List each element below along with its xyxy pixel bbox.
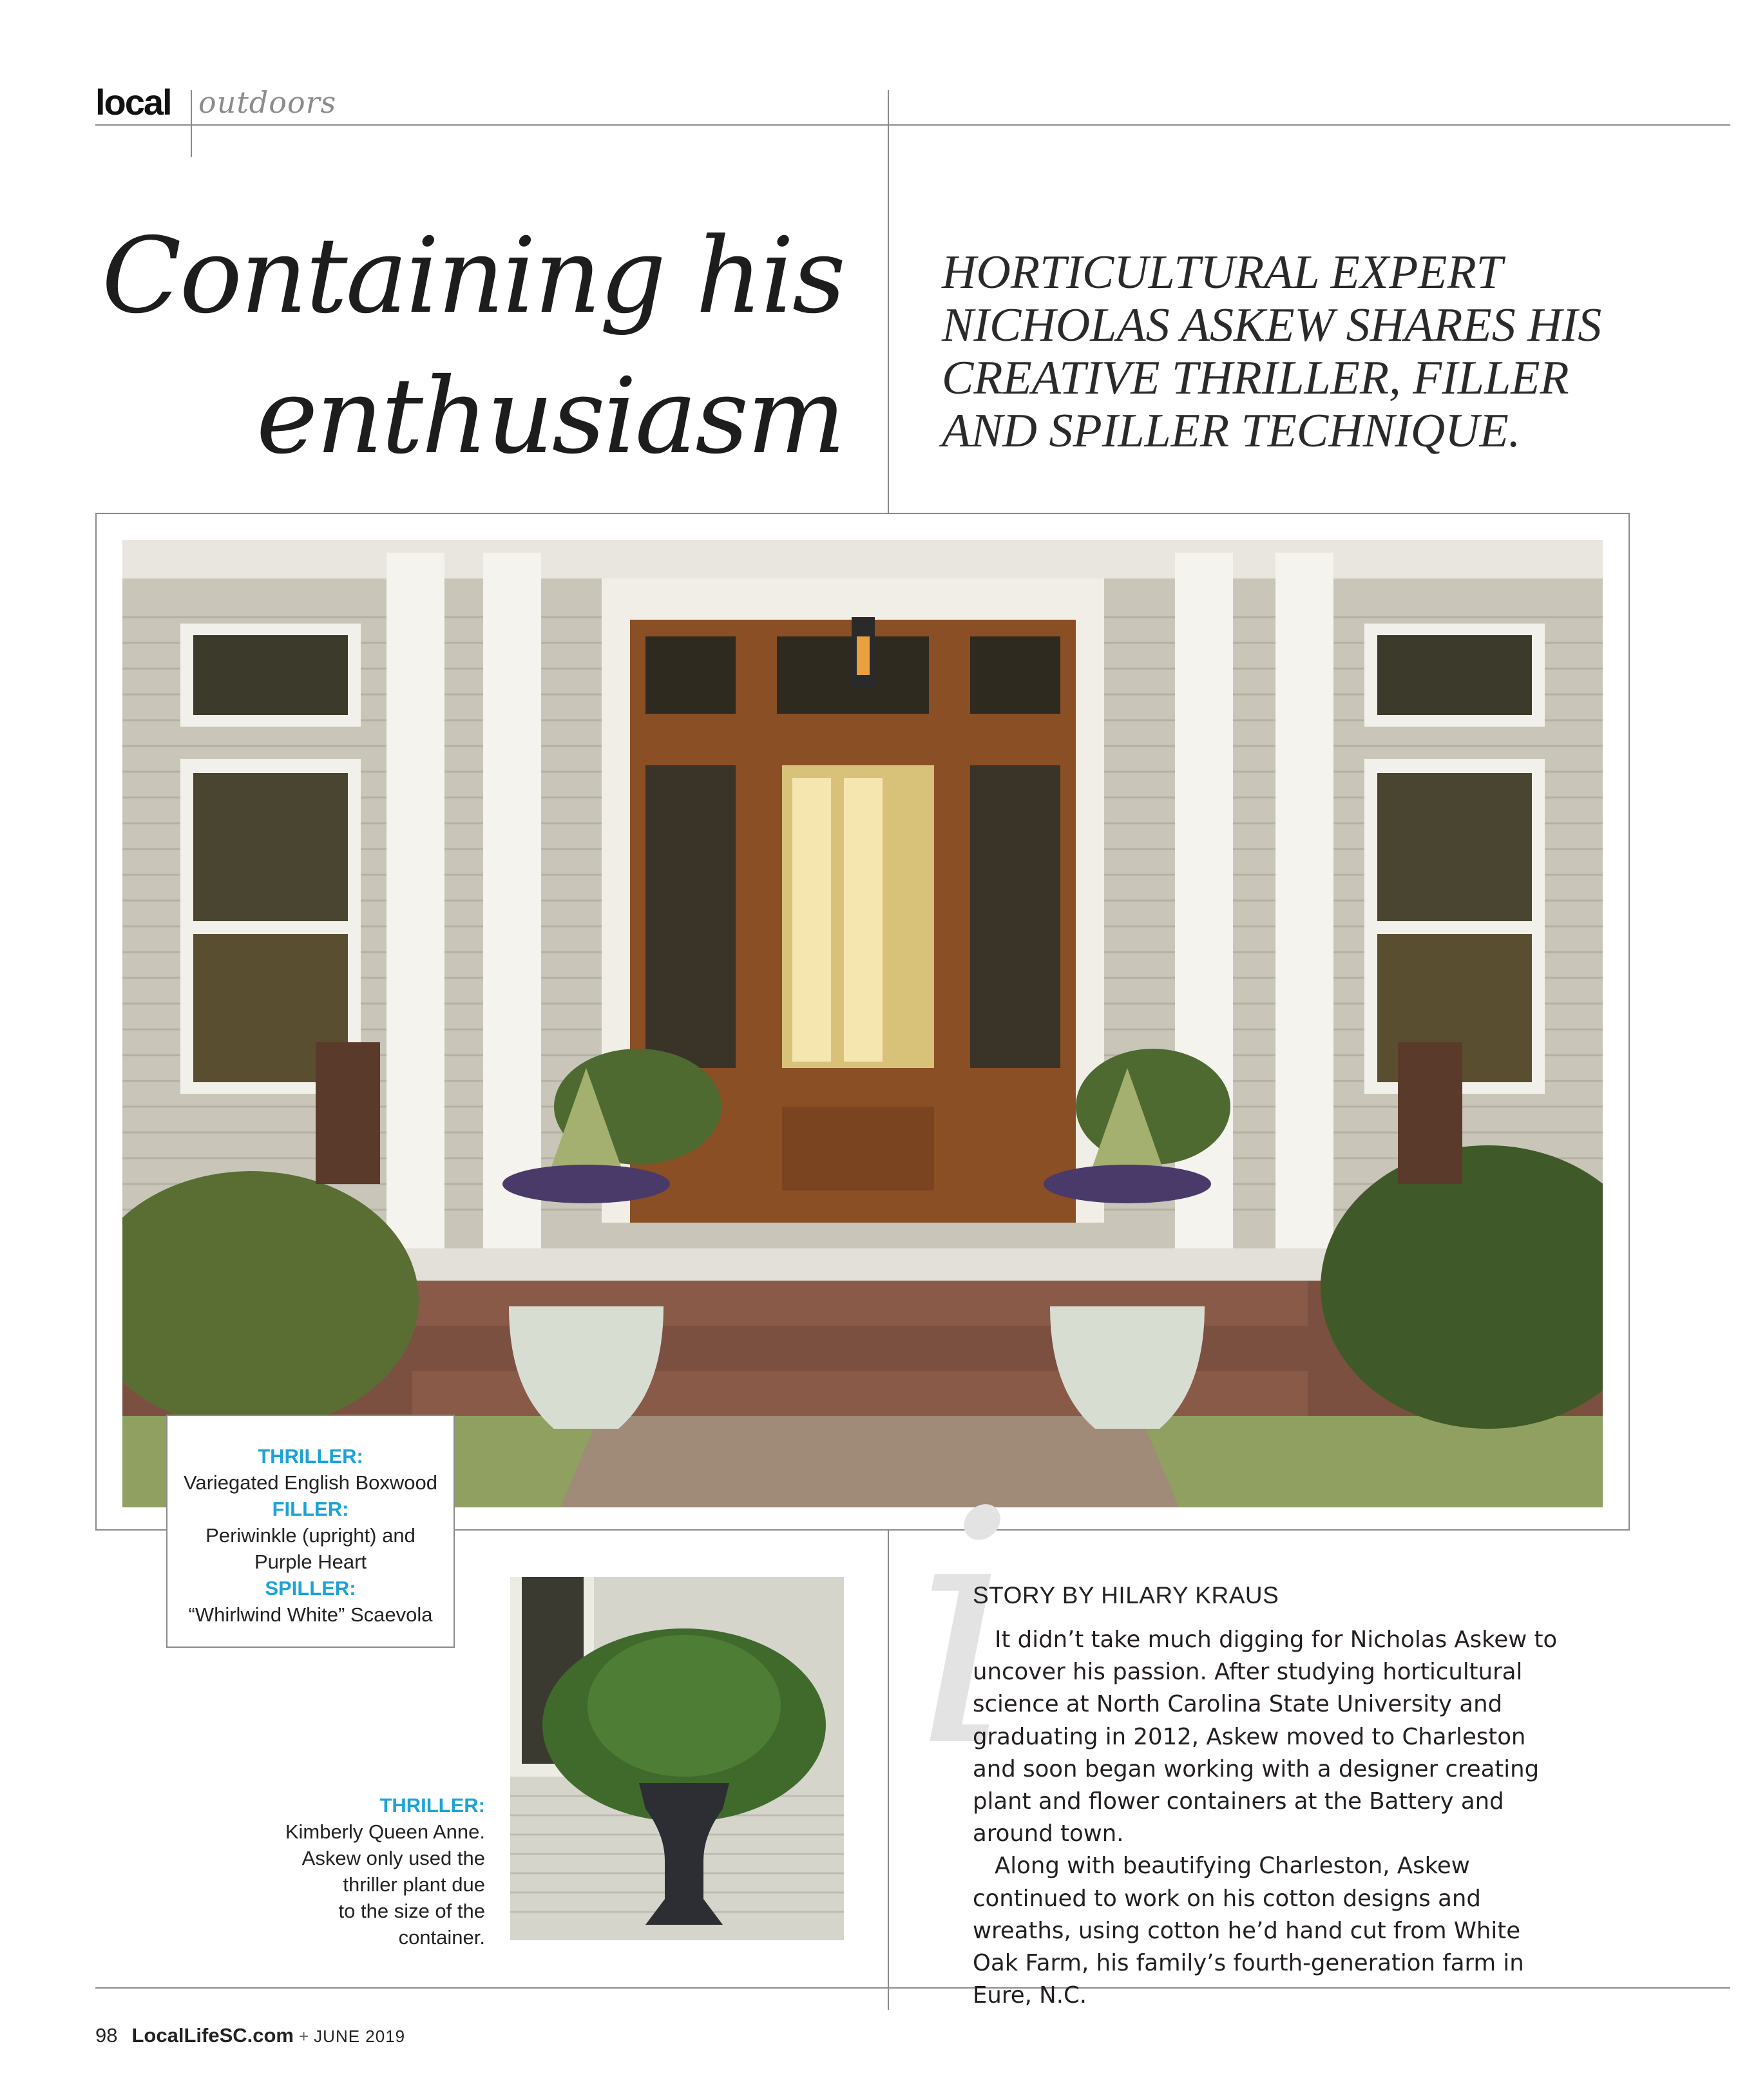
page-number: 98 — [95, 2024, 118, 2047]
header-rule — [95, 124, 1730, 126]
spiller-text: “Whirlwind White” Scaevola — [188, 1603, 433, 1626]
title-line-2: enthusiasm — [256, 356, 844, 477]
site-url: LocalLifeSC.com — [131, 2024, 294, 2047]
body-paragraph-2: Along with beautifying Charleston, Askew continued to work on his cotton designs and wreaths, using cotton he’d hand cut from White Oak Farm, his family’s fourth-generation farm in Eure, N.C. — [973, 1853, 1524, 2009]
fern-caption-line-5: container. — [398, 1926, 485, 1949]
drop-cap: i — [913, 1442, 1017, 1817]
article-dek: HORTICULTURAL EXPERT NICHOLAS ASKEW SHARES HIS CREATIVE THRILLER, FILLER AND SPILLER TECHNIQUE. — [942, 246, 1602, 457]
fern-caption — [232, 1792, 485, 1951]
article-body — [973, 1624, 1572, 2012]
title-line-1: Containing his — [101, 216, 844, 337]
filler-label: FILLER: — [272, 1498, 349, 1520]
article-title — [97, 206, 844, 487]
spiller-label: SPILLER: — [265, 1577, 356, 1599]
plant-caption-box — [166, 1415, 455, 1648]
byline: STORY BY HILARY KRAUS — [973, 1582, 1279, 1608]
header-tick — [191, 90, 192, 157]
fern-caption-line-4: to the size of the — [338, 1900, 485, 1922]
fern-caption-line-2: Askew only used the — [301, 1847, 485, 1869]
brand-logo: local — [95, 82, 171, 122]
thriller-text: Variegated English Boxwood — [183, 1471, 438, 1494]
page-footer — [95, 2024, 405, 2047]
section-label: outdoors — [198, 85, 337, 120]
center-rule-bottom — [888, 1531, 889, 2010]
filler-text-1: Periwinkle (upright) and — [205, 1524, 415, 1547]
fern-urn-photo — [510, 1577, 844, 1940]
porch-photo — [122, 540, 1603, 1507]
fern-caption-line-1: Kimberly Queen Anne. — [285, 1820, 485, 1843]
filler-text-2: Purple Heart — [254, 1551, 367, 1573]
fern-caption-line-3: thriller plant due — [343, 1873, 485, 1896]
issue-date: JUNE 2019 — [314, 2027, 406, 2046]
footer-separator: + — [298, 2027, 309, 2046]
fern-thriller-label: THRILLER: — [379, 1794, 485, 1817]
thriller-label: THRILLER: — [258, 1445, 363, 1467]
center-rule-top — [888, 90, 889, 513]
body-paragraph-1: It didn’t take much digging for Nicholas Askew to uncover his passion. After studying horticultural science at North Carolina State University and graduating in 2012, Askew moved to Charleston and soon began working with a designer creating plant and flower containers at the Battery and around town. — [973, 1627, 1558, 1847]
